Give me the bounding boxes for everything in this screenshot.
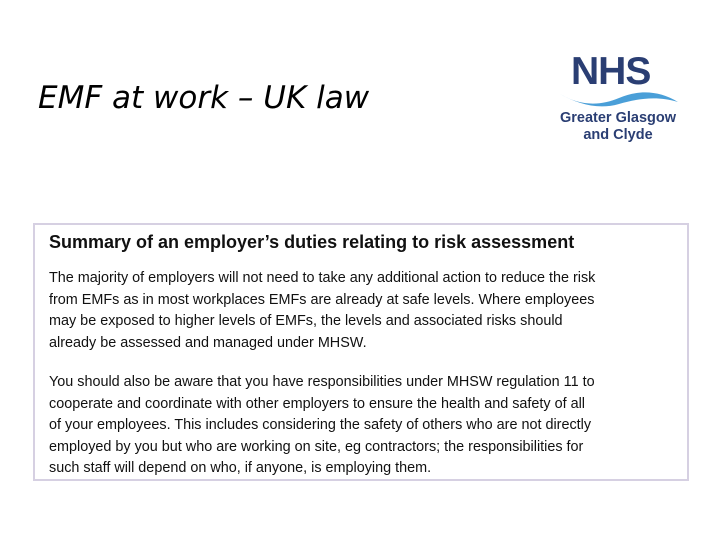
- text-line: You should also be aware that you have responsibilities under MHSW regulation 11 to: [49, 374, 595, 390]
- region-line: Greater Glasgow: [559, 110, 677, 126]
- summary-heading: Summary of an employer’s duties relating to risk assessment: [49, 232, 575, 252]
- summary-paragraph-1: [49, 268, 689, 354]
- slide-title: EMF at work – UK law: [38, 80, 370, 116]
- text-line: of your employees. This includes considering the safety of others who are not directly: [49, 417, 592, 433]
- region-line: and Clyde: [583, 127, 653, 143]
- nhs-logo-wordmark: NHS: [571, 50, 651, 93]
- wave-icon: [558, 90, 680, 108]
- text-line: The majority of employers will not need to take any additional action to reduce the risk: [49, 270, 596, 286]
- text-line: may be exposed to higher levels of EMFs, the levels and associated risks should: [49, 313, 563, 329]
- summary-paragraph-2: [49, 372, 689, 480]
- nhs-logo: [552, 52, 684, 148]
- text-line: already be assessed and managed under MHSW.: [49, 334, 367, 351]
- summary-box: [33, 223, 689, 481]
- text-line: from EMFs as in most workplaces EMFs are already at safe levels. Where employees: [49, 291, 595, 308]
- text-line: cooperate and coordinate with other employers to ensure the health and safety of all: [49, 395, 585, 412]
- text-line: such staff will depend on who, if anyone, is employing them.: [49, 460, 432, 476]
- text-line: employed by you but who are working on site, eg contractors; the responsibilities for: [49, 438, 584, 455]
- nhs-logo-region: [552, 110, 684, 144]
